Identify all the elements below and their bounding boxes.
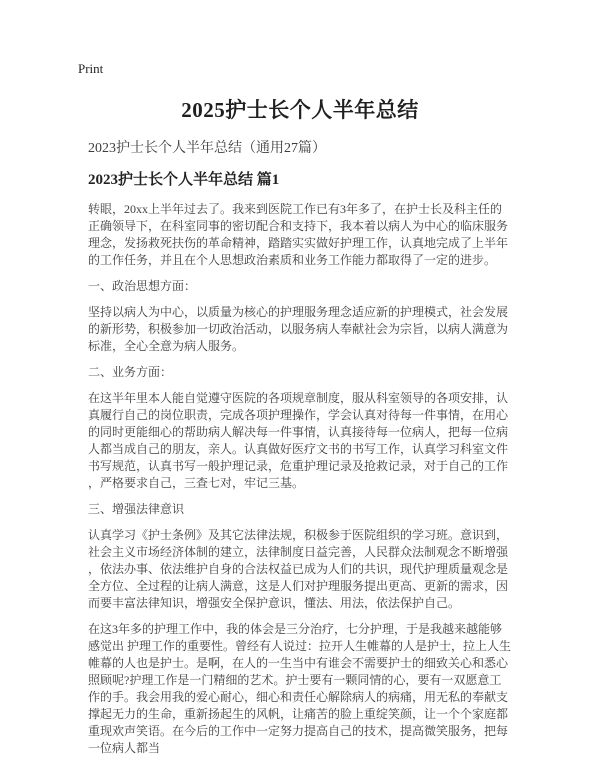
print-link[interactable]: Print	[78, 61, 104, 76]
body-paragraph: 坚持以病人为中心，以质量为核心的护理服务理念适应新的护理模式，社会发展的新形势，积极参加一切政治活动，以服务病人奉献社会为宗旨，以病人满意为标准，全心全意为病人服务。	[88, 305, 509, 353]
section-heading: 一、政治思想方面：	[88, 279, 197, 293]
page-title: 2025护士长个人半年总结	[181, 98, 419, 122]
body-paragraph: 在这3年多的护理工作中，我的体会是三分治疗，七分护理，于是我越来越能够感觉出 护理工作的重要性。曾经有人说过：拉开人生帷幕的人是护士，拉上人生帷幕的人也是护士。是啊，在人的一生当中有谁会不需要护士的细致关心和悉心照顾呢?护理工作是一门精细的艺术。护士要有一颗同情的心，要有一双愿意工作的手。我会用我的爱心耐心，细心和责任心解除病人的病痛，用无私的奉献支撑起无力的生命，重新扬起生的风帆，让痛苦的脸上重绽笑颜，让一个个家庭都重现欢声笑语。在今后的工作中一定努力提高自己的技术，提高微笑服务，把每一位病人都当	[88, 622, 512, 755]
document-body	[88, 201, 512, 757]
body-paragraph: 认真学习《护士条例》及其它法律法规，积极参于医院组织的学习班。意识到，社会主义市场经济体制的建立，法律制度日益完善，人民群众法制观念不断增强，依法办事、依法维护自身的合法权益已成为人们的共识，现代护理质量观念是全方位、全过程的让病人满意，这是人们对护理服务提出更高、更新的需求，因而要丰富法律知识，增强安全保护意识，懂法、用法，依法保护自己。	[88, 528, 509, 610]
body-paragraph: 转眼，20xx上半年过去了。我来到医院工作已有3年多了，在护士长及科主任的正确领导下，在科室同事的密切配合和支持下，我本着以病人为中心的临床服务理念，发扬救死扶伤的革命精神，踏踏实实做好护理工作，认真地完成了上半年的工作任务，并且在个人思想政治素质和业务工作能力都取得了一定的进步。	[88, 202, 509, 267]
body-paragraph: 在这半年里本人能自觉遵守医院的各项规章制度，服从科室领导的各项安排，认真履行自己的岗位职责，完成各项护理操作，学会认真对待每一件事情，在用心的同时更能细心的帮助病人解决每一件事情，认真接待每一位病人，把每一位病人都当成自己的朋友，亲人。认真做好医疗文书的书写工作，认真学习科室文件书写规范，认真书写一般护理记录，危重护理记录及抢救记录，对于自己的工作，严格要求自己，三查七对，牢记三基。	[88, 391, 509, 490]
document-section-title: 2023护士长个人半年总结 篇1	[88, 172, 280, 188]
document-content	[88, 94, 512, 766]
section-heading: 二、业务方面：	[88, 365, 173, 379]
section-heading: 三、增强法律意识	[88, 502, 185, 516]
document-subtitle: 2023护士长个人半年总结（通用27篇）	[88, 141, 326, 156]
